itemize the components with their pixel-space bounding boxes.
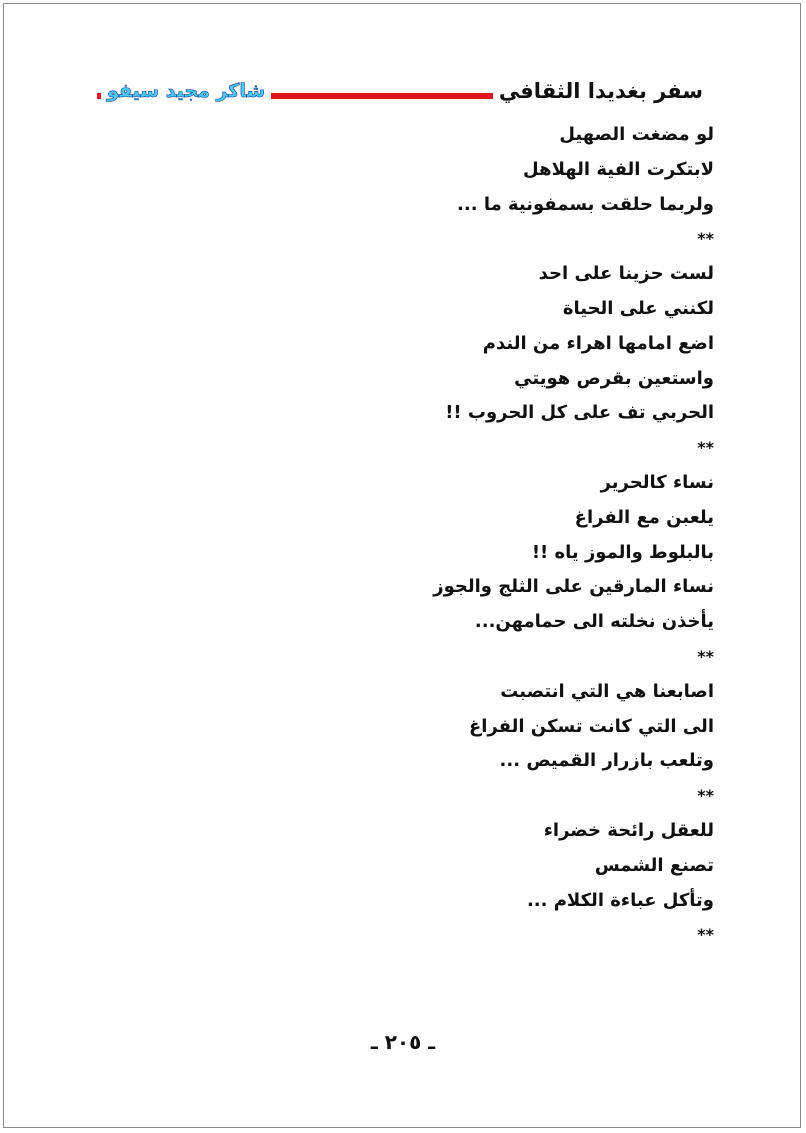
stanza-separator: **: [697, 786, 714, 806]
stanza-separator: **: [697, 925, 714, 945]
poem-line: نساء المارقين على الثلج والجوز: [433, 576, 714, 598]
poem-line: الى التي كانت تسكن الفراغ: [468, 715, 714, 737]
poem-line: اضع امامها اهراء من الندم: [482, 332, 714, 354]
poem-line: للعقل رائحة خضراء: [543, 819, 714, 841]
book-title: سفر بغديدا الثقافي: [493, 76, 709, 106]
poem-line: لابتكرت الفية الهلاهل: [523, 158, 714, 180]
poem-line: اصابعنا هي التي انتصبت: [500, 680, 714, 702]
poem-line: الحربي تف على كل الحروب !!: [445, 402, 714, 424]
poem-line: لو مضغت الصهيل: [559, 124, 714, 145]
poem-line: واستعين بقرص هويتي: [514, 367, 714, 389]
poem-body: [294, 118, 714, 953]
poem-line: بالبلوط والموز ياه !!: [531, 541, 714, 563]
running-header: [97, 68, 709, 108]
poem-line: نساء كالحرير: [600, 471, 714, 493]
poem-line: يلعبن مع الفراغ: [574, 506, 714, 528]
poem-line: وتلعب بازرار القميص ...: [499, 750, 714, 772]
poem-line: ولربما حلقت بسمفونية ما ...: [457, 193, 714, 215]
stanza-separator: **: [697, 438, 714, 458]
poem-line: لكنني على الحياة: [562, 297, 714, 319]
stanza-separator: **: [697, 646, 714, 666]
poem-line: وتأكل عباءة الكلام ...: [526, 889, 714, 911]
poem-line: لست حزينا على احد: [538, 263, 714, 285]
stanza-separator: **: [697, 229, 714, 249]
page-number: ـ ٢٠٥ ـ: [370, 1030, 436, 1054]
poem-line: يأخذن نخلته الى حمامهن...: [474, 611, 714, 633]
author-name: شاكر مجيد سيفو: [101, 76, 271, 106]
poem-line: تصنع الشمس: [594, 854, 714, 876]
